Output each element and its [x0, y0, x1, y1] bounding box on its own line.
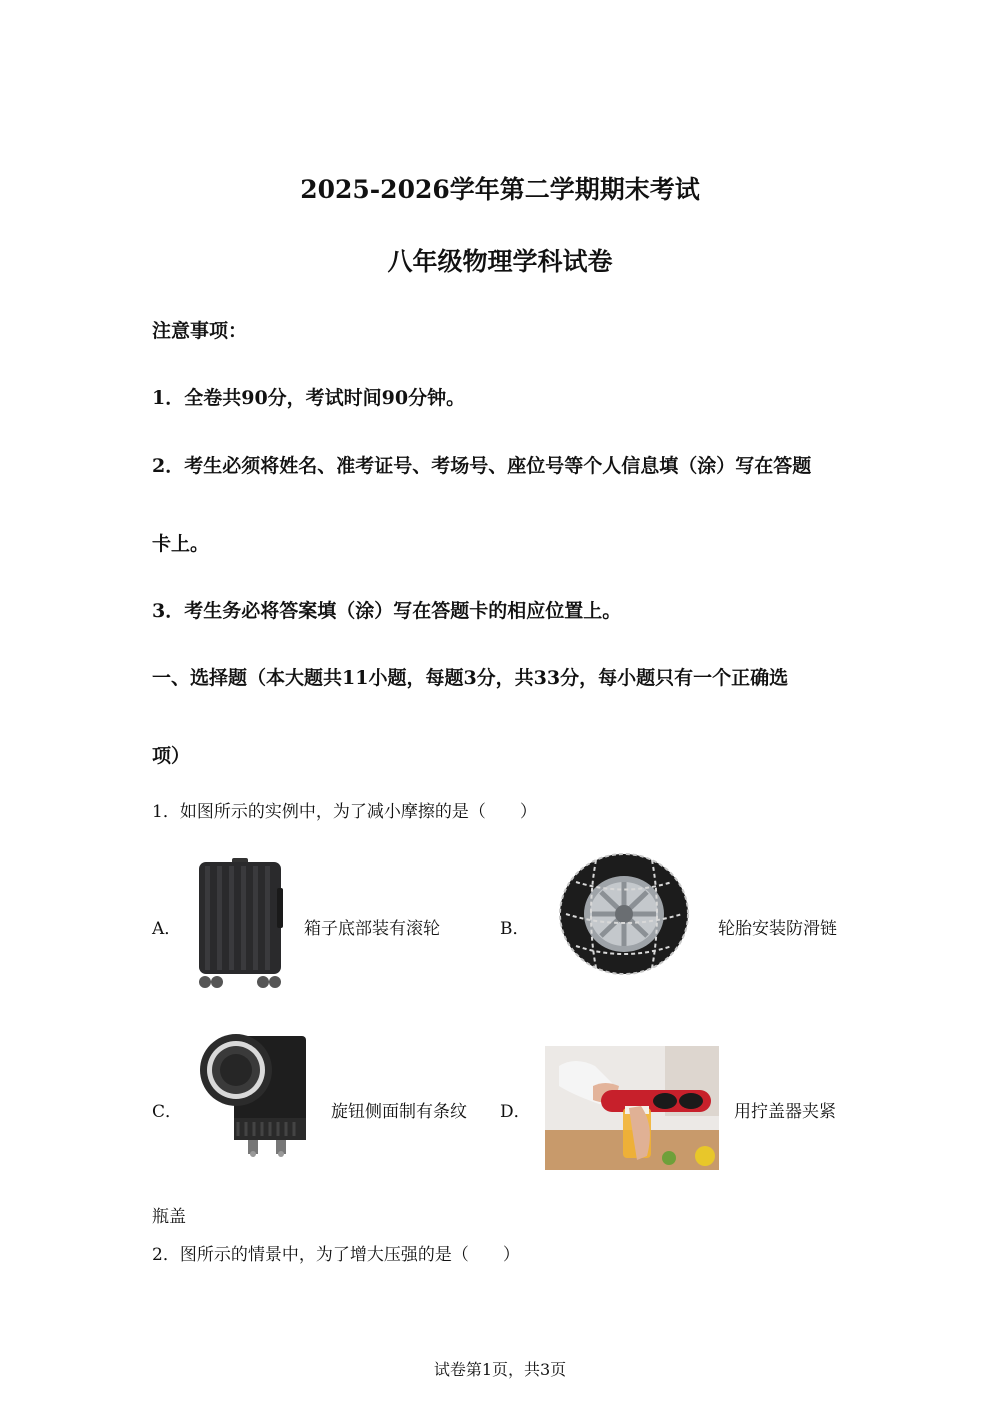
knob-device-icon — [198, 1030, 310, 1158]
page-footer: 试卷第1页，共3页 — [433, 1360, 567, 1379]
exam-subtitle: 八年级物理学科试卷 — [387, 247, 613, 276]
jar-opener-icon — [545, 1046, 719, 1170]
snow-chain-tire-icon — [556, 852, 692, 976]
option-b-label: B． — [500, 919, 530, 939]
question-1-stem: 1．如图所示的实例中，为了减小摩擦的是（ ） — [152, 802, 537, 822]
option-c-label: C． — [152, 1102, 183, 1122]
option-d-label: D． — [500, 1102, 531, 1122]
exam-title: 2025-2026学年第二学期期末考试 — [300, 175, 700, 204]
notice-heading: 注意事项： — [152, 320, 248, 342]
section-heading-line-2: 项） — [152, 745, 191, 767]
notice-item-1: 1．全卷共90分，考试时间90分钟。 — [152, 387, 466, 409]
option-c-text: 旋钮侧面制有条纹 — [331, 1102, 467, 1122]
option-d-continuation: 瓶盖 — [152, 1207, 186, 1227]
notice-item-3: 3．考生务必将答案填（涂）写在答题卡的相应位置上。 — [152, 600, 622, 622]
question-2-stem: 2．图所示的情景中，为了增大压强的是（ ） — [152, 1245, 520, 1265]
suitcase-icon — [193, 858, 287, 988]
notice-item-2-line-2: 卡上。 — [152, 533, 210, 555]
notice-item-2-line-1: 2．考生必须将姓名、准考证号、考场号、座位号等个人信息填（涂）写在答题 — [152, 455, 812, 477]
option-a-text: 箱子底部装有滚轮 — [304, 919, 440, 939]
option-a-label: A． — [152, 919, 182, 939]
option-b-text: 轮胎安装防滑链 — [718, 919, 837, 939]
option-d-text: 用拧盖器夹紧 — [734, 1102, 836, 1122]
section-heading-line-1: 一、选择题（本大题共11小题，每题3分，共33分，每小题只有一个正确选 — [152, 667, 789, 689]
